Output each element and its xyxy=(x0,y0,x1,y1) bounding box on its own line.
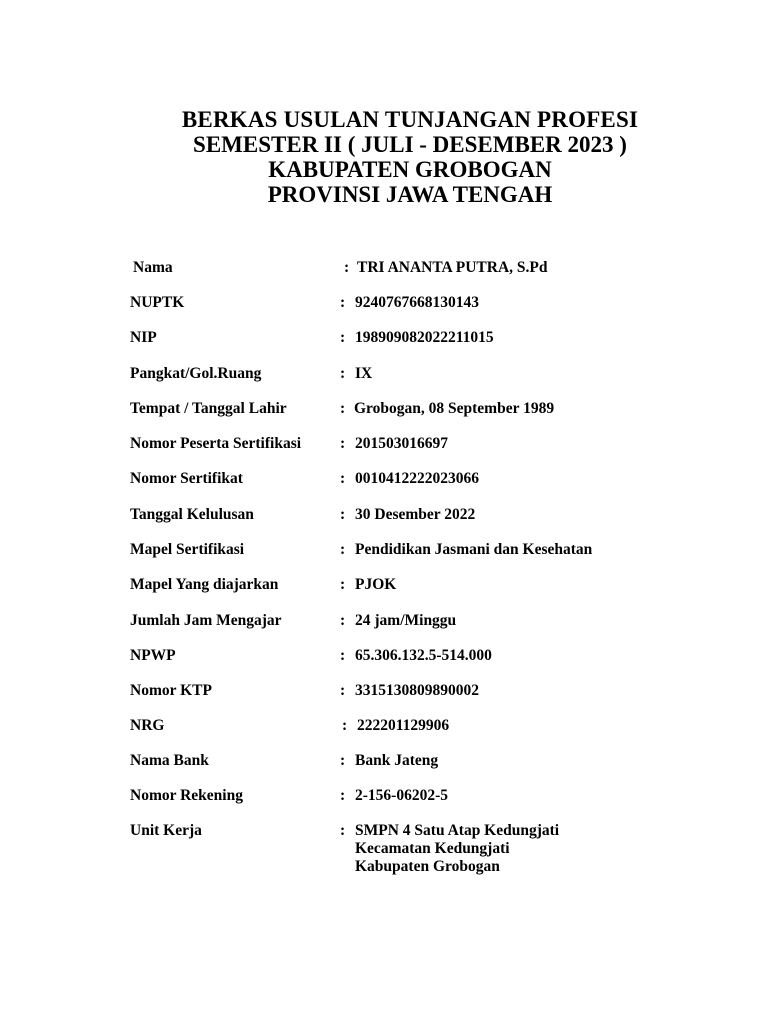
field-separator: : xyxy=(342,717,348,734)
field-label: Nomor Peserta Sertifikasi xyxy=(130,435,302,452)
field-value-line: Kabupaten Grobogan xyxy=(355,858,500,875)
title-line-1: BERKAS USULAN TUNJANGAN PROFESI xyxy=(181,107,639,132)
field-separator: : xyxy=(340,506,346,523)
field-value: 3315130809890002 xyxy=(355,682,479,699)
field-value: 24 jam/Minggu xyxy=(355,612,457,629)
field-value: Grobogan, 08 September 1989 xyxy=(354,400,555,417)
title-line-2: SEMESTER II ( JULI - DESEMBER 2023 ) xyxy=(193,132,627,157)
field-label: NRG xyxy=(130,717,165,734)
field-label: Nomor Rekening xyxy=(130,787,243,804)
field-separator: : xyxy=(340,822,346,839)
field-separator: : xyxy=(340,612,346,629)
field-value-multiline xyxy=(355,822,559,876)
field-separator: : xyxy=(340,576,346,593)
field-separator: : xyxy=(340,647,346,664)
field-value: 65.306.132.5-514.000 xyxy=(355,647,492,664)
field-value: 222201129906 xyxy=(357,717,450,734)
field-value-line: SMPN 4 Satu Atap Kedungjati xyxy=(355,822,560,839)
field-separator: : xyxy=(340,329,346,346)
field-separator: : xyxy=(340,435,346,452)
field-label: Jumlah Jam Mengajar xyxy=(130,612,282,629)
field-label: Pangkat/Gol.Ruang xyxy=(130,365,262,382)
field-label: Mapel Sertifikasi xyxy=(130,541,245,558)
field-label: Nama Bank xyxy=(130,752,209,769)
field-separator: : xyxy=(340,470,346,487)
field-separator: : xyxy=(340,752,346,769)
field-label: NIP xyxy=(130,329,157,346)
field-label: NPWP xyxy=(130,647,176,664)
field-separator: : xyxy=(340,294,346,311)
field-value: Pendidikan Jasmani dan Kesehatan xyxy=(355,541,593,558)
field-separator: : xyxy=(340,541,346,558)
field-separator: : xyxy=(340,400,346,417)
field-value: TRI ANANTA PUTRA, S.Pd xyxy=(357,259,548,276)
title-line-4: PROVINSI JAWA TENGAH xyxy=(267,182,553,207)
field-value: Bank Jateng xyxy=(355,752,439,769)
field-label: Tanggal Kelulusan xyxy=(130,506,254,523)
field-label: Nama xyxy=(133,259,173,276)
field-label: Nomor KTP xyxy=(130,682,212,699)
field-value: 9240767668130143 xyxy=(355,294,479,311)
field-value: PJOK xyxy=(355,576,397,593)
field-value: 30 Desember 2022 xyxy=(355,506,476,523)
field-label: Mapel Yang diajarkan xyxy=(130,576,279,593)
document-title xyxy=(0,107,768,207)
field-separator: : xyxy=(340,787,346,804)
field-label: Unit Kerja xyxy=(130,822,202,839)
field-separator: : xyxy=(344,259,350,276)
field-value: IX xyxy=(355,365,373,382)
field-separator: : xyxy=(340,365,346,382)
field-value: 198909082022211015 xyxy=(355,329,494,346)
title-line-3: KABUPATEN GROBOGAN xyxy=(268,157,552,182)
field-value: 0010412222023066 xyxy=(355,470,479,487)
field-label: Tempat / Tanggal Lahir xyxy=(130,400,287,417)
field-value-line: Kecamatan Kedungjati xyxy=(355,840,510,857)
field-label: NUPTK xyxy=(130,294,185,311)
field-label: Nomor Sertifikat xyxy=(130,470,243,487)
field-separator: : xyxy=(340,682,346,699)
field-value: 2-156-06202-5 xyxy=(355,787,448,804)
field-value: 201503016697 xyxy=(355,435,448,452)
